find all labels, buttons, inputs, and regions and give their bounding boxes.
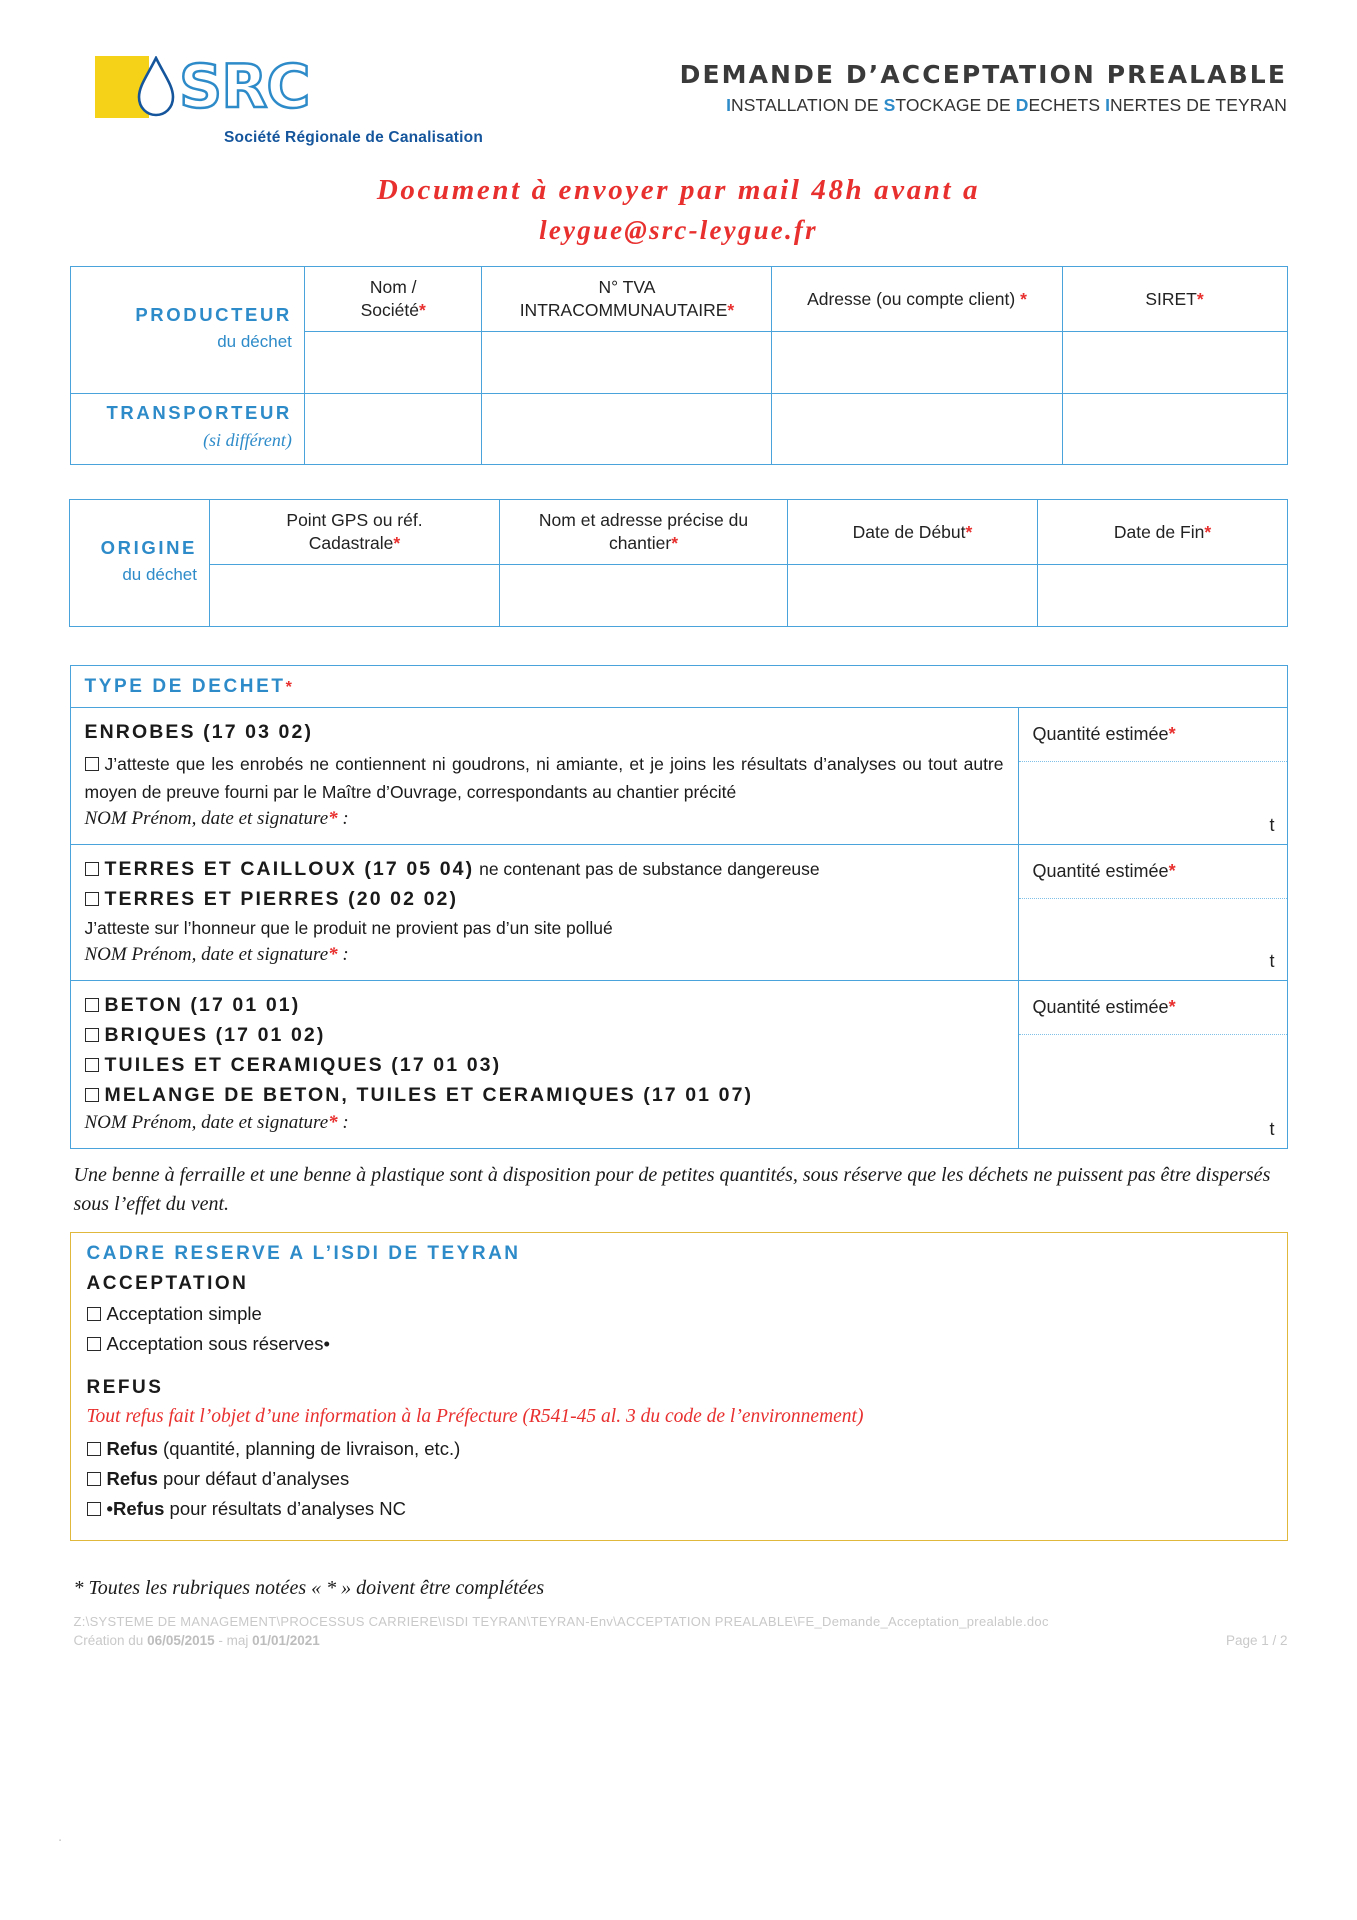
qty-unit-enrobes: t xyxy=(1269,815,1275,836)
refus-resultats-line: •Refus pour résultats d’analyses NC xyxy=(87,1494,1271,1524)
benne-note: Une benne à ferraille et une benne à plastique sont à disposition pour de petites quantités, sous réserve que les déchets ne puissent pas être dispersés sous l’effet du vent. xyxy=(73,1164,1271,1215)
cell-origine-gps[interactable] xyxy=(210,565,500,627)
cadre-reserve-section xyxy=(70,1232,1288,1541)
col-header-adresse: Adresse (ou compte client) * xyxy=(772,267,1062,332)
option-terres-pierres: TERRES ET PIERRES (20 02 02) xyxy=(85,885,1004,915)
terres-signature-label: NOM Prénom, date et signature* : xyxy=(84,944,349,966)
mail-notice-email: leygue@src-leygue.fr xyxy=(539,215,818,246)
waste-section-header: TYPE DE DECHET* xyxy=(71,666,1287,708)
row-label-producteur xyxy=(70,267,304,394)
checkbox-refus-analyses[interactable] xyxy=(87,1472,101,1486)
checkbox-enrobes[interactable] xyxy=(85,757,99,771)
cell-transporteur-adresse[interactable] xyxy=(772,394,1062,465)
refus-title: REFUS xyxy=(86,1377,164,1399)
qty-label-enrobes: Quantité estimée* xyxy=(1019,708,1287,762)
checkbox-melange[interactable] xyxy=(85,1088,99,1102)
checkbox-briques[interactable] xyxy=(85,1028,99,1042)
footer-required-note: * Toutes les rubriques notées « * » doivent être complétées xyxy=(73,1577,545,1600)
col-header-nom-societe: Nom / Société* xyxy=(304,267,482,332)
cadre-title: CADRE RESERVE A L’ISDI DE TEYRAN xyxy=(86,1243,521,1265)
src-logo xyxy=(95,48,485,147)
beton-signature-label: NOM Prénom, date et signature* : xyxy=(84,1112,349,1134)
refus-note: Tout refus fait l’objet d’une information à la Préfecture (R541-45 al. 3 du code de l’environnement) xyxy=(86,1406,864,1428)
waste-type-section xyxy=(70,665,1288,1149)
qty-label-terres: Quantité estimée* xyxy=(1019,845,1287,899)
row-label-transporteur xyxy=(70,394,304,465)
qty-input-beton[interactable] xyxy=(1019,1035,1287,1148)
cell-origine-chantier[interactable] xyxy=(500,565,788,627)
checkbox-refus-resultats[interactable] xyxy=(87,1502,101,1516)
checkbox-beton[interactable] xyxy=(85,998,99,1012)
cell-transporteur-nom[interactable] xyxy=(304,394,482,465)
cell-producteur-adresse[interactable] xyxy=(772,332,1062,394)
col-header-gps: Point GPS ou réf. Cadastrale* xyxy=(210,500,500,565)
checkbox-refus-quantite[interactable] xyxy=(87,1442,101,1456)
header-titles xyxy=(485,48,1287,116)
logo-mark xyxy=(95,52,485,126)
origine-sublabel: du déchet xyxy=(122,564,197,584)
logo-src-text: SRC xyxy=(179,52,310,122)
water-drop-icon xyxy=(135,56,177,118)
cell-origine-date-debut[interactable] xyxy=(788,565,1038,627)
mail-notice-line1: Document à envoyer par mail 48h avant a xyxy=(376,174,981,206)
col-header-siret: SIRET* xyxy=(1062,267,1287,332)
checkbox-acceptation-reserves[interactable] xyxy=(87,1337,101,1351)
qty-input-terres[interactable] xyxy=(1019,899,1287,980)
option-melange: MELANGE DE BETON, TUILES ET CERAMIQUES (17 01 07) xyxy=(85,1081,1004,1111)
page-subtitle: INSTALLATION DE STOCKAGE DE DECHETS INERTES DE TEYRAN xyxy=(726,95,1287,115)
table-header-row xyxy=(70,267,1287,332)
table-header-row xyxy=(70,500,1288,565)
cell-producteur-nom[interactable] xyxy=(304,332,482,394)
cell-transporteur-siret[interactable] xyxy=(1062,394,1287,465)
footer-creation: Création du 06/05/2015 - maj 01/01/2021 xyxy=(73,1633,320,1649)
waste-block-terres xyxy=(71,845,1287,981)
footer-file-path: Z:\SYSTEME DE MANAGEMENT\PROCESSUS CARRIERE\ISDI TEYRAN\TEYRAN-Env\ACCEPTATION PREALABLE\FE_Demande_Acceptation_prealable.doc xyxy=(73,1614,1049,1630)
col-header-tva: N° TVA INTRACOMMUNAUTAIRE* xyxy=(482,267,772,332)
col-header-chantier: Nom et adresse précise du chantier* xyxy=(500,500,788,565)
checkbox-tuiles-ceramiques[interactable] xyxy=(85,1058,99,1072)
footer-meta-row xyxy=(70,1633,1288,1648)
checkbox-acceptation-simple[interactable] xyxy=(87,1307,101,1321)
producteur-table xyxy=(70,266,1288,465)
col-header-date-fin: Date de Fin* xyxy=(1038,500,1288,565)
document-header xyxy=(0,0,1357,147)
qty-unit-beton: t xyxy=(1269,1119,1275,1140)
cell-producteur-tva[interactable] xyxy=(482,332,772,394)
enrobes-heading: ENROBES (17 03 02) xyxy=(84,721,314,744)
enrobes-signature-label: NOM Prénom, date et signature* : xyxy=(84,808,349,830)
footer-page-number: Page 1 / 2 xyxy=(1225,1633,1288,1649)
producteur-sublabel: du déchet xyxy=(217,331,292,351)
checkbox-terres-cailloux[interactable] xyxy=(85,862,99,876)
cell-origine-date-fin[interactable] xyxy=(1038,565,1288,627)
acceptation-reserves-line: Acceptation sous réserves• xyxy=(87,1329,1271,1359)
row-label-origine xyxy=(70,500,210,627)
checkbox-terres-pierres[interactable] xyxy=(85,892,99,906)
cadre-spacer xyxy=(87,1359,1271,1377)
scan-artifact-dot: . xyxy=(58,1828,63,1845)
acceptation-title: ACCEPTATION xyxy=(86,1273,249,1295)
refus-analyses-line: Refus pour défaut d’analyses xyxy=(87,1464,1271,1494)
acceptation-simple-line: Acceptation simple xyxy=(87,1299,1271,1329)
transporteur-label: TRANSPORTEUR xyxy=(106,402,292,424)
table-row xyxy=(70,394,1287,465)
origine-label: ORIGINE xyxy=(100,537,197,559)
mail-notice xyxy=(0,169,1357,250)
waste-block-beton xyxy=(71,981,1287,1148)
origine-table xyxy=(69,499,1288,627)
option-briques: BRIQUES (17 01 02) xyxy=(85,1021,1004,1051)
cell-producteur-siret[interactable] xyxy=(1062,332,1287,394)
table-row xyxy=(70,565,1288,627)
option-terres-cailloux: TERRES ET CAILLOUX (17 05 04) ne contenant pas de substance dangereuse xyxy=(85,855,1004,885)
page-title: DEMANDE D’ACCEPTATION PREALABLE xyxy=(679,60,1287,89)
waste-section-title: TYPE DE DECHET xyxy=(84,676,286,698)
qty-input-enrobes[interactable] xyxy=(1019,762,1287,844)
qty-unit-terres: t xyxy=(1269,951,1275,972)
terres-attestation: J’atteste sur l’honneur que le produit ne provient pas d’un site pollué xyxy=(84,917,613,938)
waste-block-enrobes xyxy=(71,708,1287,845)
option-beton: BETON (17 01 01) xyxy=(85,991,1004,1021)
col-header-date-debut: Date de Début* xyxy=(788,500,1038,565)
refus-quantite-line: Refus (quantité, planning de livraison, etc.) xyxy=(87,1434,1271,1464)
producteur-label: PRODUCTEUR xyxy=(135,304,292,326)
enrobes-attestation: J’atteste que les enrobés ne contiennent ni goudrons, ni amiante, et je joins les résultats d’analyses ou tout autre moyen de preuve fourni par le Maître d’Ouvrage, correspondants au chantier précité xyxy=(84,753,1004,802)
option-tuiles-ceramiques: TUILES ET CERAMIQUES (17 01 03) xyxy=(85,1051,1004,1081)
cell-transporteur-tva[interactable] xyxy=(482,394,772,465)
logo-tagline: Société Régionale de Canalisation xyxy=(224,129,483,146)
qty-label-beton: Quantité estimée* xyxy=(1019,981,1287,1035)
transporteur-sublabel: (si différent) xyxy=(203,430,292,451)
